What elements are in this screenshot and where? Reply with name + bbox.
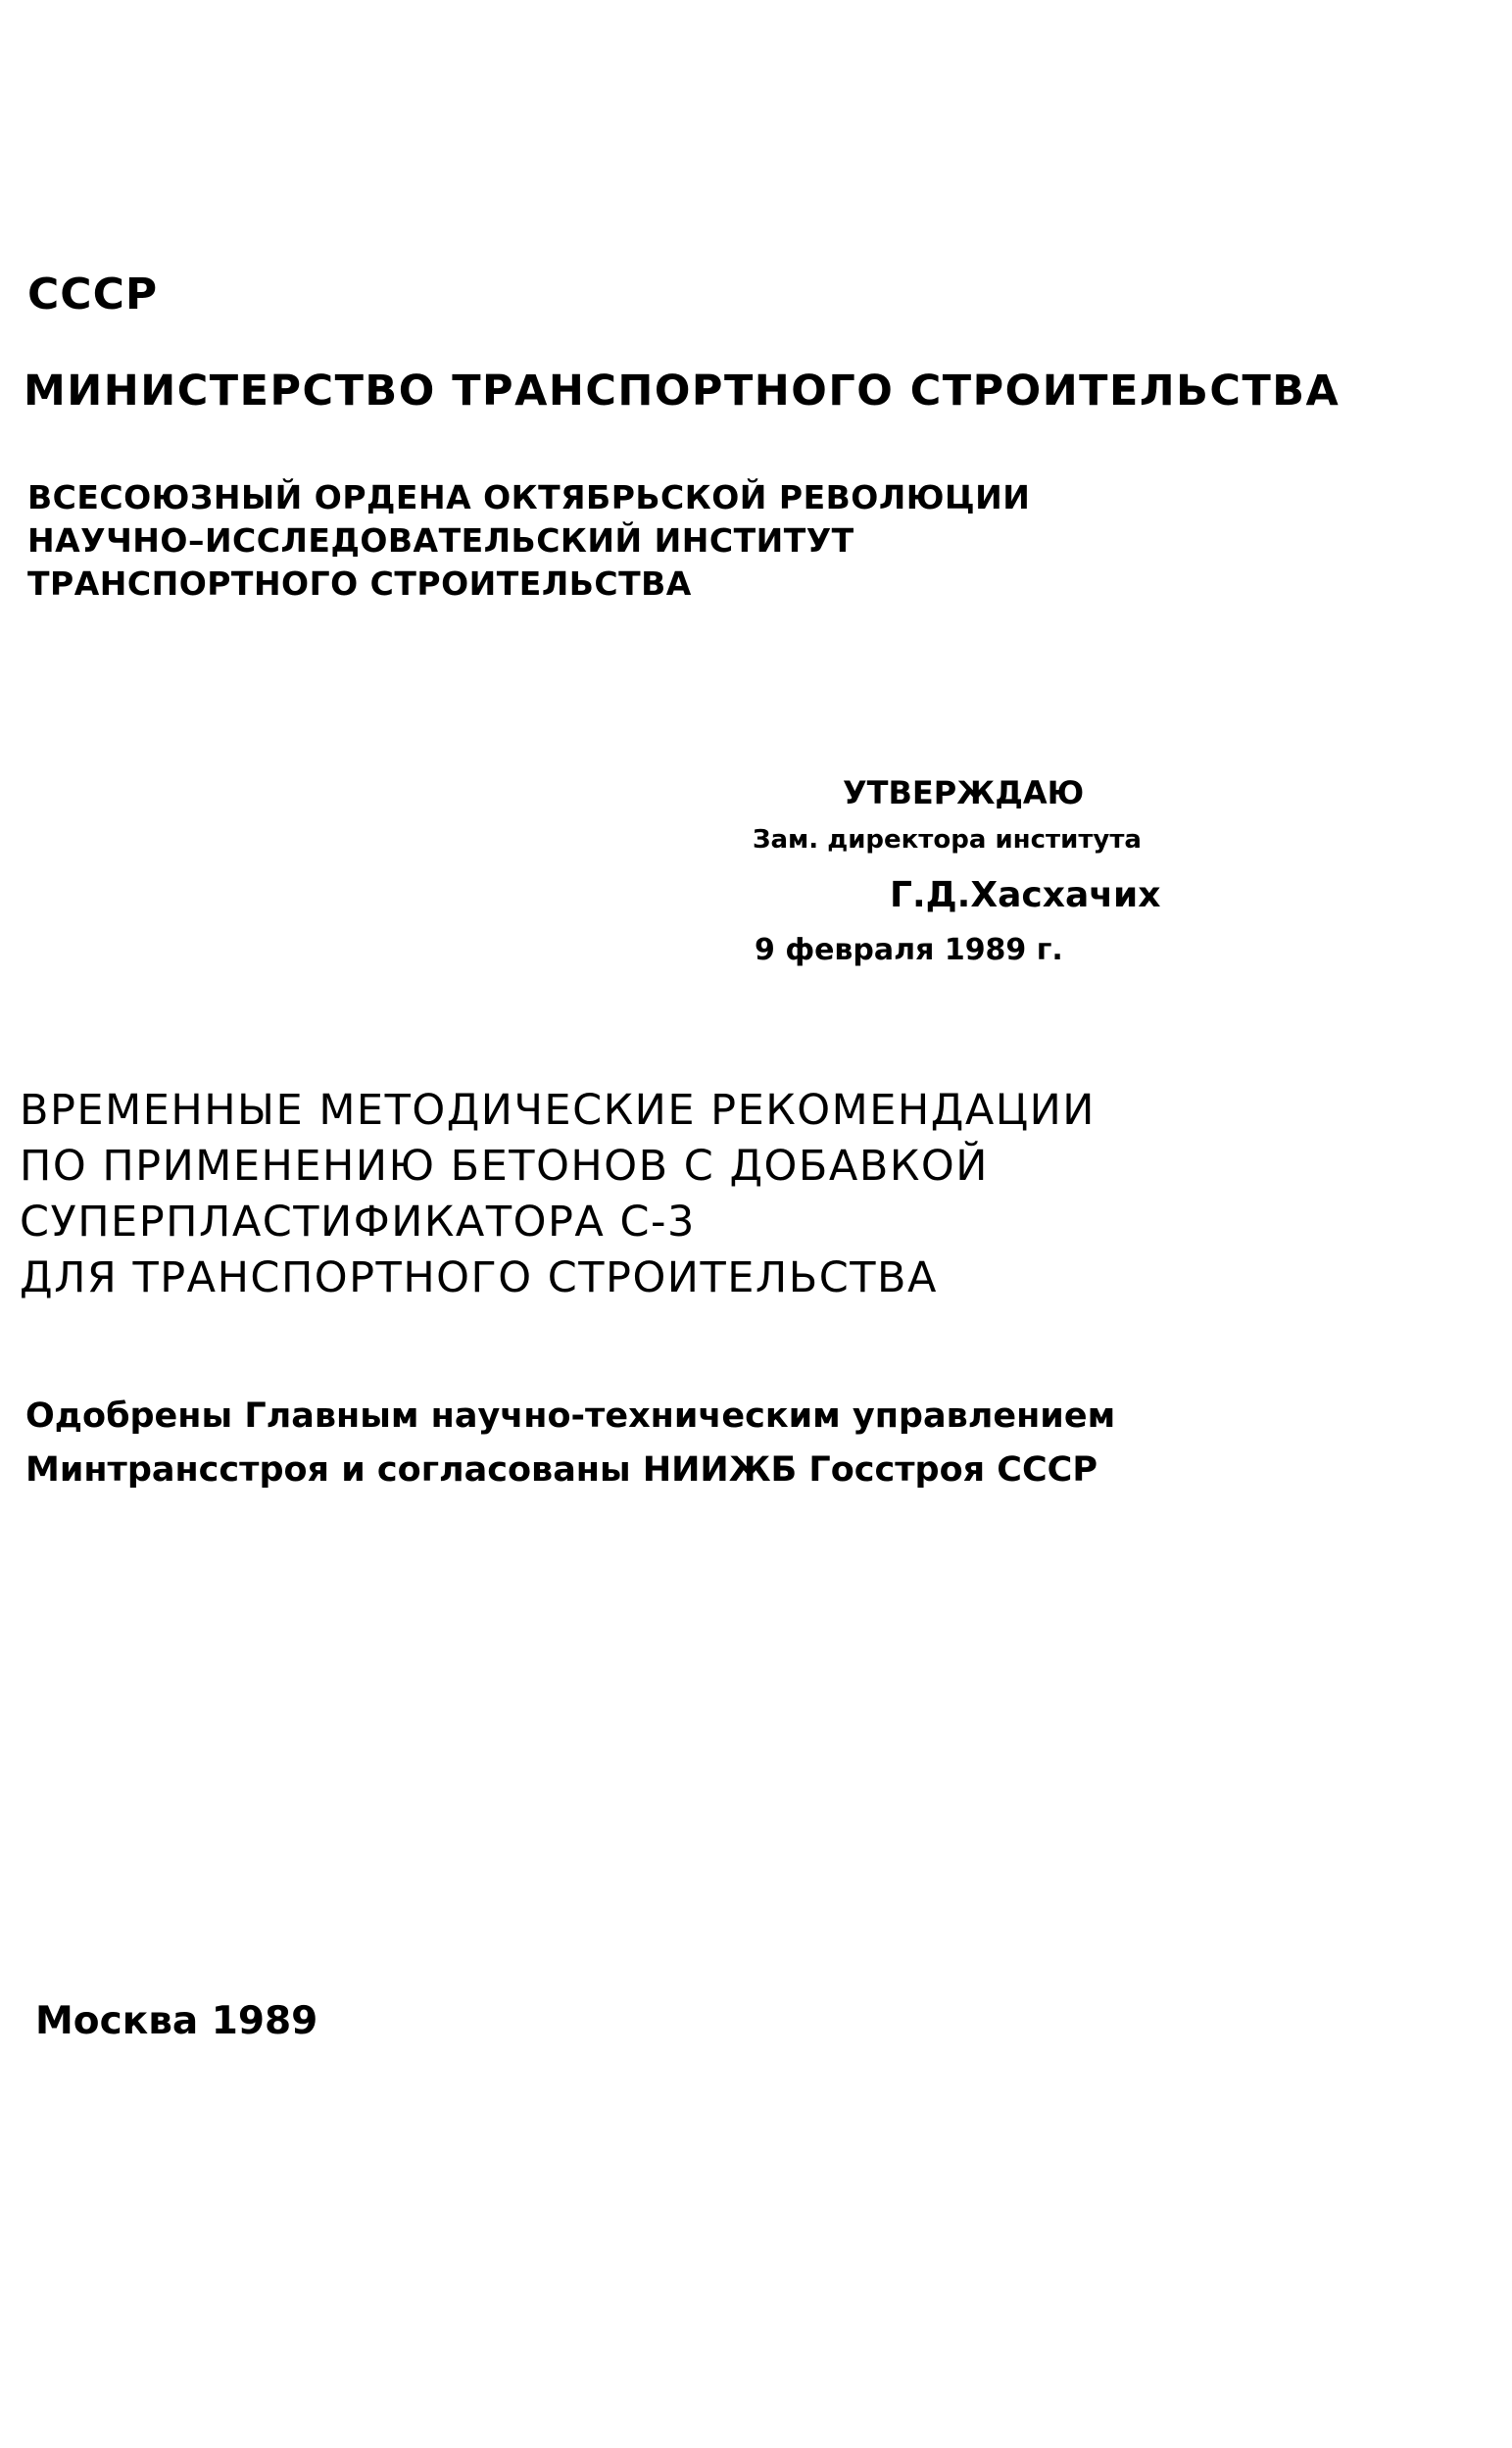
document-title (20, 1083, 1096, 1306)
approver-name: Г.Д.Хасхачих (890, 875, 1161, 915)
institute-line-3: ТРАНСПОРТНОГО СТРОИТЕЛЬСТВА (27, 564, 692, 603)
approval-heading: УТВЕРЖДАЮ (843, 774, 1085, 811)
title-line-2: ПО ПРИМЕНЕНИЮ БЕТОНОВ С ДОБАВКОЙ (20, 1142, 989, 1191)
ministry-heading: МИНИСТЕРСТВО ТРАНСПОРТНОГО СТРОИТЕЛЬСТВА (24, 367, 1341, 416)
approval-note-line-2: Минтрансстроя и согласованы НИИЖБ Госстроя СССР (25, 1450, 1098, 1490)
institute-line-1: ВСЕСОЮЗНЫЙ ОРДЕНА ОКТЯБРЬСКОЙ РЕВОЛЮЦИИ (27, 478, 1031, 516)
approval-date: 9 февраля 1989 г. (755, 933, 1063, 967)
approval-note (25, 1390, 1115, 1497)
institute-name (27, 476, 1030, 606)
publication-place-year: Москва 1989 (35, 1999, 318, 2043)
country-heading: СССР (27, 269, 159, 319)
title-line-1: ВРЕМЕННЫЕ МЕТОДИЧЕСКИЕ РЕКОМЕНДАЦИИ (20, 1086, 1096, 1135)
approval-note-line-1: Одобрены Главным научно-техническим управлением (25, 1396, 1116, 1436)
approver-position: Зам. директора института (753, 825, 1142, 855)
institute-line-2: НАУЧНО–ИССЛЕДОВАТЕЛЬСКИЙ ИНСТИТУТ (27, 521, 854, 560)
approval-block (745, 774, 1186, 980)
title-line-3: СУПЕРПЛАСТИФИКАТОРА С-3 (20, 1198, 696, 1247)
title-line-4: ДЛЯ ТРАНСПОРТНОГО СТРОИТЕЛЬСТВА (20, 1253, 938, 1302)
